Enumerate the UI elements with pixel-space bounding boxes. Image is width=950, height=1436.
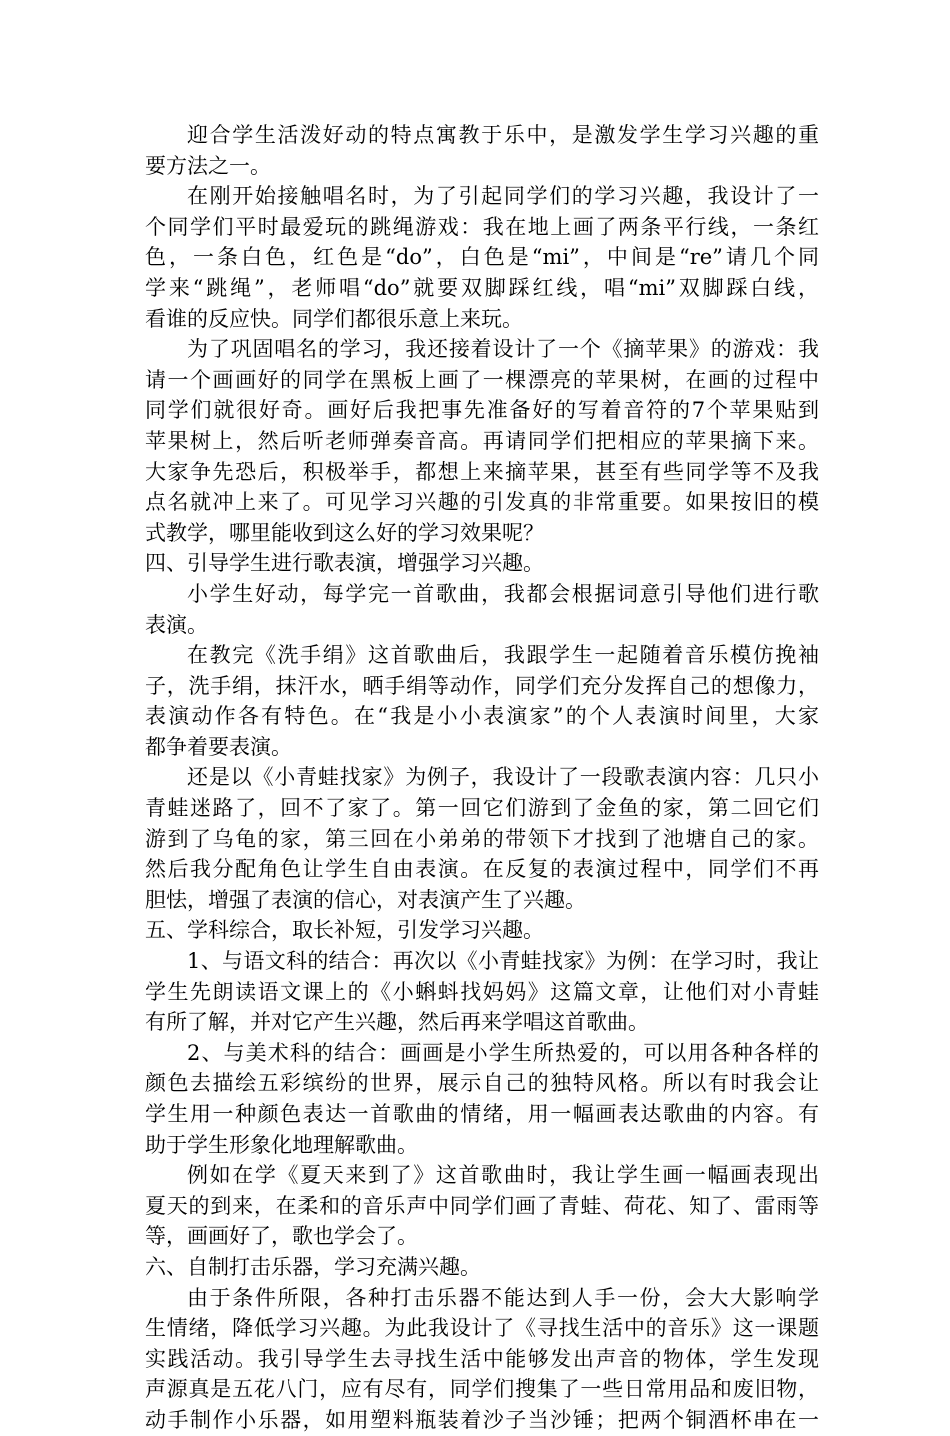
text-line: 四、引导学生进行歌表演，增强学习兴趣。 bbox=[145, 551, 544, 576]
text-line: 表演动作各有特色。在“我是小小表演家”的个人表演时间里，大家 bbox=[145, 704, 819, 729]
text-line: 颜色去描绘五彩缤纷的世界，展示自己的独特风格。所以有时我会让 bbox=[145, 1071, 819, 1096]
text-line: 苹果树上，然后听老师弹奏音高。再请同学们把相应的苹果摘下来。 bbox=[145, 428, 819, 453]
text-line: 色，一条白色，红色是“do”，白色是“mi”，中间是“re”请几个同 bbox=[145, 245, 819, 270]
text-line: 点名就冲上来了。可见学习兴趣的引发真的非常重要。如果按旧的模 bbox=[145, 490, 819, 515]
text-line: 要方法之一。 bbox=[145, 153, 271, 178]
text-line: 生情绪，降低学习兴趣。为此我设计了《寻找生活中的音乐》这一课题 bbox=[145, 1316, 819, 1341]
text-line: 大家争先恐后，积极举手，都想上来摘苹果，甚至有些同学等不及我 bbox=[145, 459, 819, 484]
text-line: 游到了乌龟的家，第三回在小弟弟的带领下才找到了池塘自己的家。 bbox=[145, 826, 819, 851]
text-line: 声源真是五花八门，应有尽有，同学们搜集了一些日常用品和废旧物， bbox=[145, 1377, 819, 1402]
text-line: 请一个画画好的同学在黑板上画了一棵漂亮的苹果树，在画的过程中 bbox=[145, 367, 819, 392]
text-line: 由于条件所限，各种打击乐器不能达到人手一份，会大大影响学 bbox=[187, 1285, 819, 1310]
text-line: 实践活动。我引导学生去寻找生活中能够发出声音的物体，学生发现 bbox=[145, 1346, 819, 1371]
text-line: 表演。 bbox=[145, 612, 208, 637]
text-line: 动手制作小乐器，如用塑料瓶装着沙子当沙锤；把两个铜酒杯串在一 bbox=[145, 1407, 819, 1432]
text-line: 然后我分配角色让学生自由表演。在反复的表演过程中，同学们不再 bbox=[145, 857, 819, 882]
text-line: 有所了解，并对它产生兴趣，然后再来学唱这首歌曲。 bbox=[145, 1010, 649, 1035]
text-line: 1、与语文科的结合：再次以《小青蛙找家》为例：在学习时，我让 bbox=[187, 949, 819, 974]
text-line: 个同学们平时最爱玩的跳绳游戏：我在地上画了两条平行线，一条红 bbox=[145, 214, 819, 239]
text-line: 青蛙迷路了，回不了家了。第一回它们游到了金鱼的家，第二回它们 bbox=[145, 796, 819, 821]
text-line: 五、学科综合，取长补短，引发学习兴趣。 bbox=[145, 918, 544, 943]
text-line: 小学生好动，每学完一首歌曲，我都会根据词意引导他们进行歌 bbox=[187, 581, 819, 606]
text-line: 等，画画好了，歌也学会了。 bbox=[145, 1224, 418, 1249]
text-line: 例如在学《夏天来到了》这首歌曲时，我让学生画一幅画表现出 bbox=[187, 1163, 819, 1188]
text-line: 学生用一种颜色表达一首歌曲的情绪，用一幅画表达歌曲的内容。有 bbox=[145, 1102, 819, 1126]
text-line: 六、自制打击乐器，学习充满兴趣。 bbox=[145, 1254, 481, 1279]
text-line: 在教完《洗手绢》这首歌曲后，我跟学生一起随着音乐模仿挽袖 bbox=[187, 643, 819, 668]
text-line: 同学们就很好奇。画好后我把事先准备好的写着音符的7个苹果贴到 bbox=[145, 398, 819, 423]
text-line: 式教学，哪里能收到这么好的学习效果呢？ bbox=[145, 520, 544, 545]
text-line: 都争着要表演。 bbox=[145, 734, 292, 759]
text-line: 助于学生形象化地理解歌曲。 bbox=[145, 1132, 418, 1157]
text-line: 学生先朗读语文课上的《小蝌蚪找妈妈》这篇文章，让他们对小青蛙 bbox=[145, 979, 819, 1004]
text-line: 胆怯，增强了表演的信心，对表演产生了兴趣。 bbox=[145, 887, 586, 912]
text-line: 迎合学生活泼好动的特点寓教于乐中，是激发学生学习兴趣的重 bbox=[187, 123, 819, 147]
text-line: 为了巩固唱名的学习，我还接着设计了一个《摘苹果》的游戏：我 bbox=[187, 337, 819, 362]
text-line: 学来“跳绳”，老师唱“do”就要双脚踩红线，唱“mi”双脚踩白线， bbox=[145, 275, 819, 300]
document-body bbox=[145, 120, 819, 1436]
text-line: 子，洗手绢，抹汗水，晒手绢等动作，同学们充分发挥自己的想像力， bbox=[145, 673, 819, 698]
text-line: 2、与美术科的结合：画画是小学生所热爱的，可以用各种各样的 bbox=[187, 1040, 819, 1065]
text-line: 还是以《小青蛙找家》为例子，我设计了一段歌表演内容：几只小 bbox=[187, 765, 819, 790]
text-line: 夏天的到来，在柔和的音乐声中同学们画了青蛙、荷花、知了、雷雨等 bbox=[145, 1193, 819, 1218]
text-line: 在刚开始接触唱名时，为了引起同学们的学习兴趣，我设计了一 bbox=[187, 184, 819, 209]
text-line: 看谁的反应快。同学们都很乐意上来玩。 bbox=[145, 306, 523, 331]
